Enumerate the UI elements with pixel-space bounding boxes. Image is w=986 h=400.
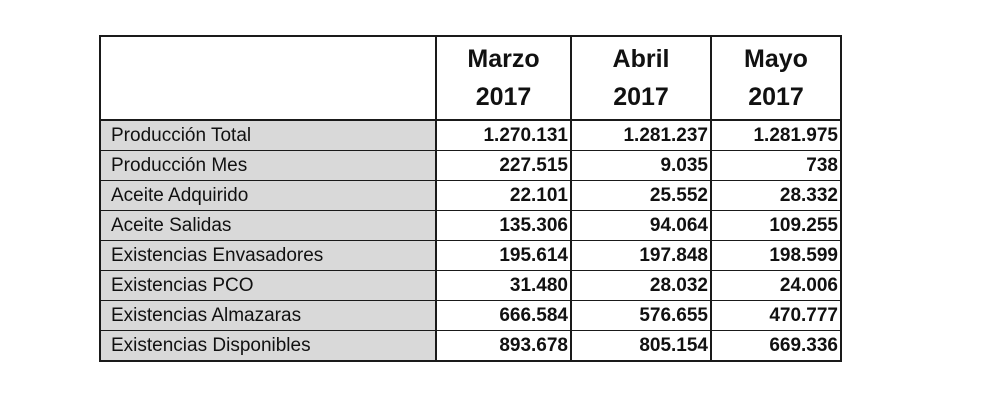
header-corner-cell: [100, 36, 436, 120]
value-cell: 31.480: [436, 271, 571, 301]
header-year: 2017: [613, 83, 669, 111]
value-cell: 805.154: [571, 331, 711, 362]
value-cell: 669.336: [711, 331, 841, 362]
value-cell: 1.281.237: [571, 120, 711, 151]
header-mayo-2017: [711, 36, 841, 120]
value-cell: 893.678: [436, 331, 571, 362]
value-cell: 1.281.975: [711, 120, 841, 151]
value-cell: 25.552: [571, 181, 711, 211]
value-cell: 666.584: [436, 301, 571, 331]
row-label: Existencias Disponibles: [100, 331, 436, 362]
header-marzo-2017: [436, 36, 571, 120]
value-cell: 198.599: [711, 241, 841, 271]
value-cell: 227.515: [436, 151, 571, 181]
value-cell: 28.032: [571, 271, 711, 301]
row-label: Producción Total: [100, 120, 436, 151]
value-cell: 22.101: [436, 181, 571, 211]
table-row: [100, 151, 841, 181]
row-label: Existencias Almazaras: [100, 301, 436, 331]
value-cell: 28.332: [711, 181, 841, 211]
value-cell: 9.035: [571, 151, 711, 181]
value-cell: 195.614: [436, 241, 571, 271]
header-month: Mayo: [744, 45, 808, 73]
value-cell: 24.006: [711, 271, 841, 301]
table-row: [100, 241, 841, 271]
header-month: Marzo: [467, 45, 540, 73]
table-row: [100, 331, 841, 362]
table-row: [100, 120, 841, 151]
value-cell: 109.255: [711, 211, 841, 241]
table-row: [100, 211, 841, 241]
value-cell: 738: [711, 151, 841, 181]
row-label: Existencias PCO: [100, 271, 436, 301]
table-row: [100, 301, 841, 331]
value-cell: 470.777: [711, 301, 841, 331]
table-row: [100, 181, 841, 211]
row-label: Aceite Adquirido: [100, 181, 436, 211]
header-month: Abril: [612, 45, 670, 73]
row-label: Aceite Salidas: [100, 211, 436, 241]
value-cell: 197.848: [571, 241, 711, 271]
value-cell: 576.655: [571, 301, 711, 331]
row-label: Existencias Envasadores: [100, 241, 436, 271]
value-cell: 1.270.131: [436, 120, 571, 151]
olive-oil-stock-table: [99, 35, 842, 362]
header-abril-2017: [571, 36, 711, 120]
value-cell: 94.064: [571, 211, 711, 241]
header-row: [100, 36, 841, 120]
table-row: [100, 271, 841, 301]
header-year: 2017: [475, 83, 532, 111]
row-label: Producción Mes: [100, 151, 436, 181]
value-cell: 135.306: [436, 211, 571, 241]
header-year: 2017: [748, 83, 804, 111]
